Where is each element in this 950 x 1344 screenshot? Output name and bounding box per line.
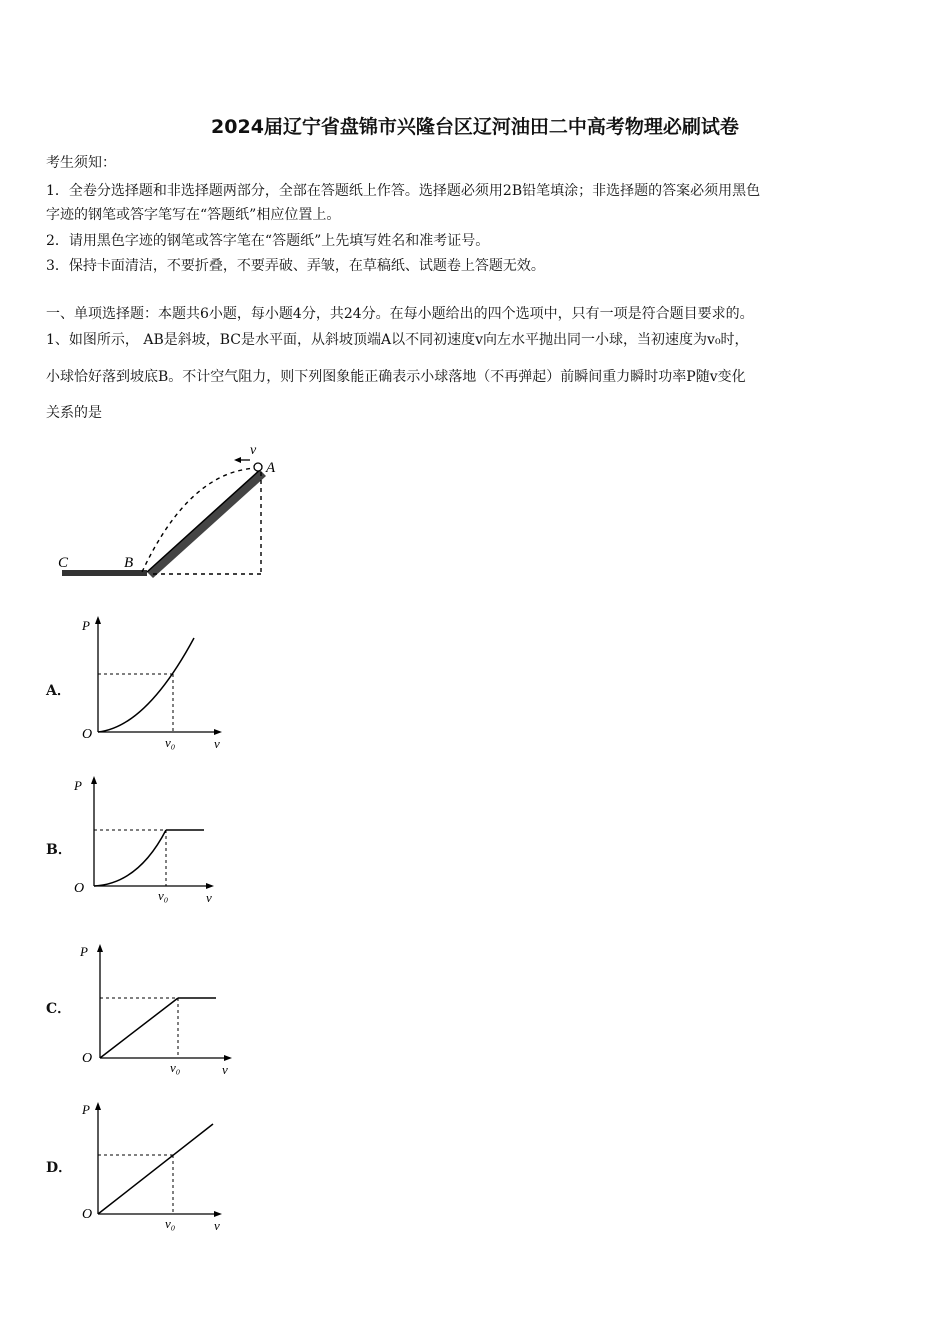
slope-figure [50, 440, 290, 590]
notice-heading: 考生须知： [46, 155, 116, 171]
axis-p-label: P [82, 1102, 90, 1117]
notice-item-1-cont: 字迹的钢笔或答字笔写在“答题纸”相应位置上。 [46, 207, 341, 223]
tick-v0-label: v₀ [165, 1216, 176, 1231]
notice-item-3: 3．保持卡面清洁，不要折叠，不要弄破、弄皱，在草稿纸、试题卷上答题无效。 [46, 258, 545, 274]
y-arrow-icon [91, 776, 97, 784]
y-arrow-icon [97, 944, 103, 952]
option-a-label[interactable]: A． [46, 683, 71, 699]
option-b-label[interactable]: B． [46, 842, 72, 858]
slope-line [147, 468, 262, 572]
axis-p-label: P [82, 618, 90, 633]
x-arrow-icon [224, 1055, 232, 1061]
tick-v0-label: v₀ [158, 888, 169, 903]
label-c: C [58, 555, 69, 571]
linear-line [98, 1124, 213, 1214]
option-a-graph [76, 612, 236, 752]
origin-label: O [82, 1051, 93, 1066]
section-header: 一、单项选择题：本题共6小题，每小题4分，共24分。在每小题给出的四个选项中，只有一项是符合题目要求的。 [46, 306, 754, 322]
y-arrow-icon [95, 1102, 101, 1110]
x-arrow-icon [214, 1211, 222, 1217]
x-arrow-icon [206, 883, 214, 889]
trajectory [142, 468, 258, 572]
question-line-2: 小球恰好落到坡底B。不计空气阻力，则下列图象能正确表示小球落地（不再弹起）前瞬间重力瞬时功率P随v变化 [46, 369, 746, 385]
axis-p-label: P [80, 944, 88, 959]
axis-v-label: v [214, 736, 220, 751]
origin-label: O [82, 1207, 93, 1222]
x-arrow-icon [214, 729, 222, 735]
ground-bc [62, 570, 147, 576]
slope-ab [147, 470, 266, 578]
option-c-label[interactable]: C． [46, 1001, 72, 1017]
option-c-graph [76, 938, 241, 1078]
notice-item-2: 2．请用黑色字迹的钢笔或答字笔在“答题纸”上先填写姓名和准考证号。 [46, 233, 490, 249]
label-b: B [124, 555, 134, 571]
tick-v0-label: v₀ [170, 1060, 181, 1075]
label-a: A [266, 460, 276, 476]
origin-label: O [74, 881, 85, 896]
y-arrow-icon [95, 616, 101, 624]
ramp-line [100, 998, 178, 1058]
question-line-3: 关系的是 [46, 405, 102, 421]
curve [98, 638, 194, 732]
axis-v-label: v [206, 890, 212, 905]
curve [94, 830, 166, 886]
origin-label: O [82, 727, 93, 742]
axis-p-label: P [74, 778, 82, 793]
option-d-graph [76, 1096, 236, 1236]
label-v: v [250, 443, 257, 458]
option-b-graph [68, 770, 228, 910]
tick-v0-label: v₀ [165, 735, 176, 750]
question-line-1: 1、如图所示， AB是斜坡，BC是水平面，从斜坡顶端A以不同初速度v向左水平抛出同一小球，当初速度为v₀时， [46, 332, 749, 348]
notice-item-1: 1．全卷分选择题和非选择题两部分，全部在答题纸上作答。选择题必须用2B铅笔填涂；非选择题的答案必须用黑色 [46, 183, 761, 199]
page-title: 2024届辽宁省盘锦市兴隆台区辽河油田二中高考物理必刷试卷 [211, 116, 739, 138]
axis-v-label: v [214, 1218, 220, 1233]
arrowhead-icon [234, 457, 241, 463]
ball-icon [254, 463, 262, 471]
axis-v-label: v [222, 1062, 228, 1077]
option-d-label[interactable]: D． [46, 1160, 73, 1176]
